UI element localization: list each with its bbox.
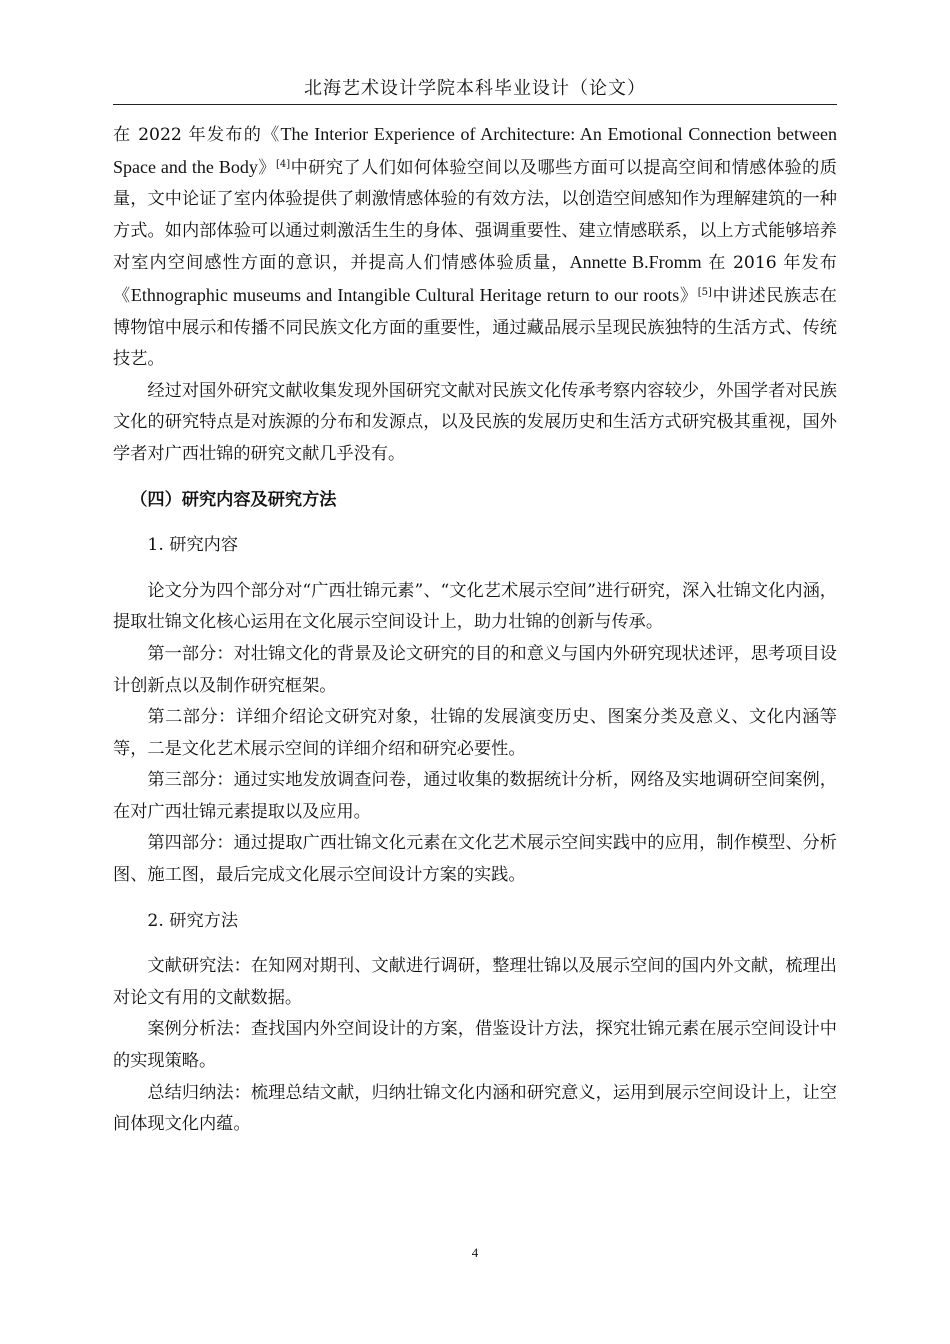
text-run: 中研究了人们如何体验空间以及哪些方面可以提高空间和情感体验的质量，文中论证了室内体验提供了刺激情感体验的有效方法，以创造空间感知作为理解建筑的一种方式。如内部体验可以通过刺激活生生的身体、强调重要性、建立情感联系，以上方式能够培养对室内空间感性方面的意识，并提高人们情感体验质量， [113, 157, 837, 274]
citation-ref: [4] [275, 158, 291, 170]
book-title: The Interior Experience of Architecture: An Emotional Connection between Space and the Body [113, 124, 837, 177]
author-name: Annette B.Fromm [569, 252, 702, 273]
text-run: 中讲述民族志在博物馆中展示和传播不同民族文化方面的重要性，通过藏品展示呈现民族独特的生活方式、传统技艺。 [113, 285, 837, 370]
running-header: 北海艺术设计学院本科毕业设计（论文） [304, 78, 646, 99]
section-heading: （四）研究内容及研究方法 [130, 489, 337, 510]
paragraph-part-two: 第二部分：详细介绍论文研究对象，壮锦的发展演变历史、图案分类及意义、文化内涵等等，二是文化艺术展示空间的详细介绍和研究必要性。 [113, 707, 837, 759]
page-number: 4 [471, 1245, 479, 1260]
paragraph-part-three: 第三部分：通过实地发放调查问卷，通过收集的数据统计分析，网络及实地调研空间案例，在对广西壮锦元素提取以及应用。 [113, 770, 837, 822]
text-run: 》 [257, 157, 276, 178]
text-run: 》 [679, 285, 698, 306]
subsection-heading-methods: 2. 研究方法 [147, 910, 239, 931]
paragraph-summary: 经过对国外研究文献收集发现外国研究文献对民族文化传承考察内容较少，外国学者对民族文化的研究特点是对族源的分布和发源点，以及民族的发展历史和生活方式研究极其重视，国外学者对广西壮锦的研究文献几乎没有。 [113, 380, 837, 464]
text-run: 在 2022 年发布的《 [113, 125, 281, 145]
subsection-heading-content: 1. 研究内容 [147, 535, 239, 556]
paragraph-method-literature: 文献研究法：在知网对期刊、文献进行调研，整理壮锦以及展示空间的国内外文献，梳理出对论文有用的文献数据。 [113, 956, 837, 1008]
text-run: 在 2016 年发布《 [113, 253, 837, 306]
paragraph-part-four: 第四部分：通过提取广西壮锦文化元素在文化艺术展示空间实践中的应用，制作模型、分析图、施工图，最后完成文化展示空间设计方案的实践。 [113, 833, 837, 886]
header-rule [113, 104, 837, 105]
book-title: Ethnographic museums and Intangible Cultural Heritage return to our roots [130, 284, 680, 305]
paragraph-overview: 论文分为四个部分对“广西壮锦元素”、“文化艺术展示空间”进行研究，深入壮锦文化内涵，提取壮锦文化核心运用在文化展示空间设计上，助力壮锦的创新与传承。 [113, 580, 837, 633]
body-text [113, 119, 837, 1141]
paragraph-part-one: 第一部分：对壮锦文化的背景及论文研究的目的和意义与国内外研究现状述评，思考项目设计创新点以及制作研究框架。 [113, 643, 837, 696]
citation-ref: [5] [697, 286, 712, 298]
paragraph-method-summary: 总结归纳法：梳理总结文献，归纳壮锦文化内涵和研究意义，运用到展示空间设计上，让空间体现文化内蕴。 [113, 1082, 837, 1135]
paragraph-method-case: 案例分析法：查找国内外空间设计的方案，借鉴设计方法，探究壮锦元素在展示空间设计中的实现策略。 [113, 1019, 837, 1072]
paragraph-foreign-literature [113, 119, 837, 376]
